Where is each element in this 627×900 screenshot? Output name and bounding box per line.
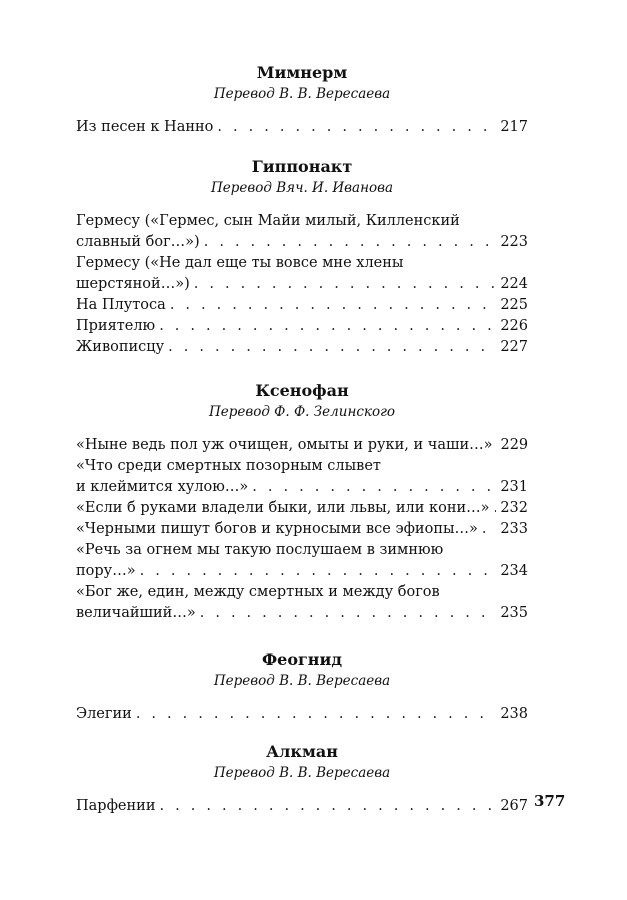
toc-entry[interactable] xyxy=(76,337,528,358)
entry-title-line1: «Речь за огнем мы такую послушаем в зимнюю xyxy=(76,542,444,558)
entry-page-number: 234 xyxy=(500,563,528,579)
entry-page-number: 231 xyxy=(500,479,528,495)
section-author: Феогнид xyxy=(261,650,343,669)
toc-entry[interactable] xyxy=(76,316,528,337)
section-entries xyxy=(76,117,528,138)
entry-title: шерстяной…») xyxy=(76,276,190,292)
section-translator: Перевод В. В. Вересаева xyxy=(213,86,391,102)
dot-leader xyxy=(200,603,497,624)
dot-leader xyxy=(482,519,496,540)
dot-leader xyxy=(136,704,497,725)
toc-entry-row xyxy=(76,117,528,138)
toc-entry-row xyxy=(76,274,528,295)
entry-title: славный бог…») xyxy=(76,234,200,250)
entry-title: пору…» xyxy=(76,563,136,579)
section-translator: Перевод В. В. Вересаева xyxy=(213,765,391,781)
entry-title-line1: «Бог же, един, между смертных и между богов xyxy=(76,584,440,600)
section-entries xyxy=(76,211,528,358)
section-translator: Перевод В. В. Вересаева xyxy=(213,673,391,689)
section-author: Гиппонакт xyxy=(251,157,353,176)
entry-page-number: 238 xyxy=(500,706,528,722)
toc-entry-row xyxy=(76,477,528,498)
toc-section xyxy=(76,650,528,725)
dot-leader xyxy=(159,316,496,337)
dot-leader xyxy=(194,274,497,295)
entry-title: Приятелю xyxy=(76,318,156,334)
section-entries xyxy=(76,435,528,624)
toc-entry-row xyxy=(76,498,528,519)
toc-section xyxy=(76,742,528,817)
entry-title: Живописцу xyxy=(76,339,165,355)
entry-page-number: 232 xyxy=(500,500,528,516)
entry-title: Парфении xyxy=(76,798,156,814)
section-translator: Перевод Ф. Ф. Зелинского xyxy=(208,404,396,420)
toc-entry-row xyxy=(76,295,528,316)
entry-page-number: 217 xyxy=(500,119,528,135)
toc-entry[interactable] xyxy=(76,519,528,540)
section-author: Мимнерм xyxy=(256,63,348,82)
dot-leader xyxy=(494,498,497,519)
entry-page-number: 229 xyxy=(500,437,529,453)
toc-entry-row xyxy=(76,561,528,582)
toc-entry-row xyxy=(76,232,528,253)
toc-entry[interactable] xyxy=(76,498,528,519)
entry-title: «Черными пишут богов и курносыми все эфиопы…» xyxy=(76,521,478,537)
toc-entry-row xyxy=(76,435,528,456)
toc-entry[interactable] xyxy=(76,796,528,817)
toc-entry[interactable] xyxy=(76,295,528,316)
entry-page-number: 223 xyxy=(500,234,528,250)
entry-title: На Плутоса xyxy=(76,297,166,313)
dot-leader xyxy=(217,117,496,138)
entry-page-number: 226 xyxy=(500,318,528,334)
entry-page-number: 225 xyxy=(500,297,528,313)
dot-leader xyxy=(170,295,497,316)
toc-section xyxy=(76,63,528,138)
entry-page-number: 227 xyxy=(500,339,528,355)
entry-title-line1: Гермесу («Гермес, сын Майи милый, Килленский xyxy=(76,213,460,229)
toc-entry-row xyxy=(76,519,528,540)
entry-title: «Ныне ведь пол уж очищен, омыты и руки, и чаши…» xyxy=(76,437,493,453)
entry-title-line1: «Что среди смертных позорным слывет xyxy=(76,458,381,474)
entry-page-number: 233 xyxy=(500,521,528,537)
page-folio-number: 377 xyxy=(534,792,566,810)
dot-leader xyxy=(252,477,496,498)
section-translator: Перевод Вяч. И. Иванова xyxy=(210,180,394,196)
section-author: Алкман xyxy=(266,742,338,761)
entry-title: Элегии xyxy=(76,706,132,722)
dot-leader xyxy=(140,561,497,582)
toc-entry[interactable] xyxy=(76,540,528,582)
toc-entry[interactable] xyxy=(76,117,528,138)
toc-entry[interactable] xyxy=(76,456,528,498)
toc-section xyxy=(76,157,528,358)
entry-title: и клеймится хулою…» xyxy=(76,479,249,495)
toc-entry-row xyxy=(76,704,528,725)
toc-entry-row xyxy=(76,337,528,358)
toc-entry[interactable] xyxy=(76,582,528,624)
dot-leader xyxy=(204,232,497,253)
dot-leader xyxy=(168,337,496,358)
entry-title-line1: Гермесу («Не дал еще ты вовсе мне хлены xyxy=(76,255,404,271)
entry-page-number: 224 xyxy=(500,276,528,292)
section-author: Ксенофан xyxy=(255,381,349,400)
toc-entry-row xyxy=(76,796,528,817)
section-entries xyxy=(76,796,528,817)
entry-page-number: 235 xyxy=(500,605,528,621)
toc-entry-row xyxy=(76,603,528,624)
toc-entry[interactable] xyxy=(76,211,528,253)
dot-leader xyxy=(160,796,497,817)
toc-section xyxy=(76,381,528,624)
toc-entry-row xyxy=(76,316,528,337)
entry-title: величайший…» xyxy=(76,605,196,621)
entry-title: «Если б руками владели быки, или львы, или кони…» xyxy=(76,500,490,516)
toc-entry[interactable] xyxy=(76,435,528,456)
toc-entry[interactable] xyxy=(76,704,528,725)
section-entries xyxy=(76,704,528,725)
entry-title: Из песен к Нанно xyxy=(76,119,214,135)
entry-page-number: 267 xyxy=(500,798,528,814)
toc-entry[interactable] xyxy=(76,253,528,295)
